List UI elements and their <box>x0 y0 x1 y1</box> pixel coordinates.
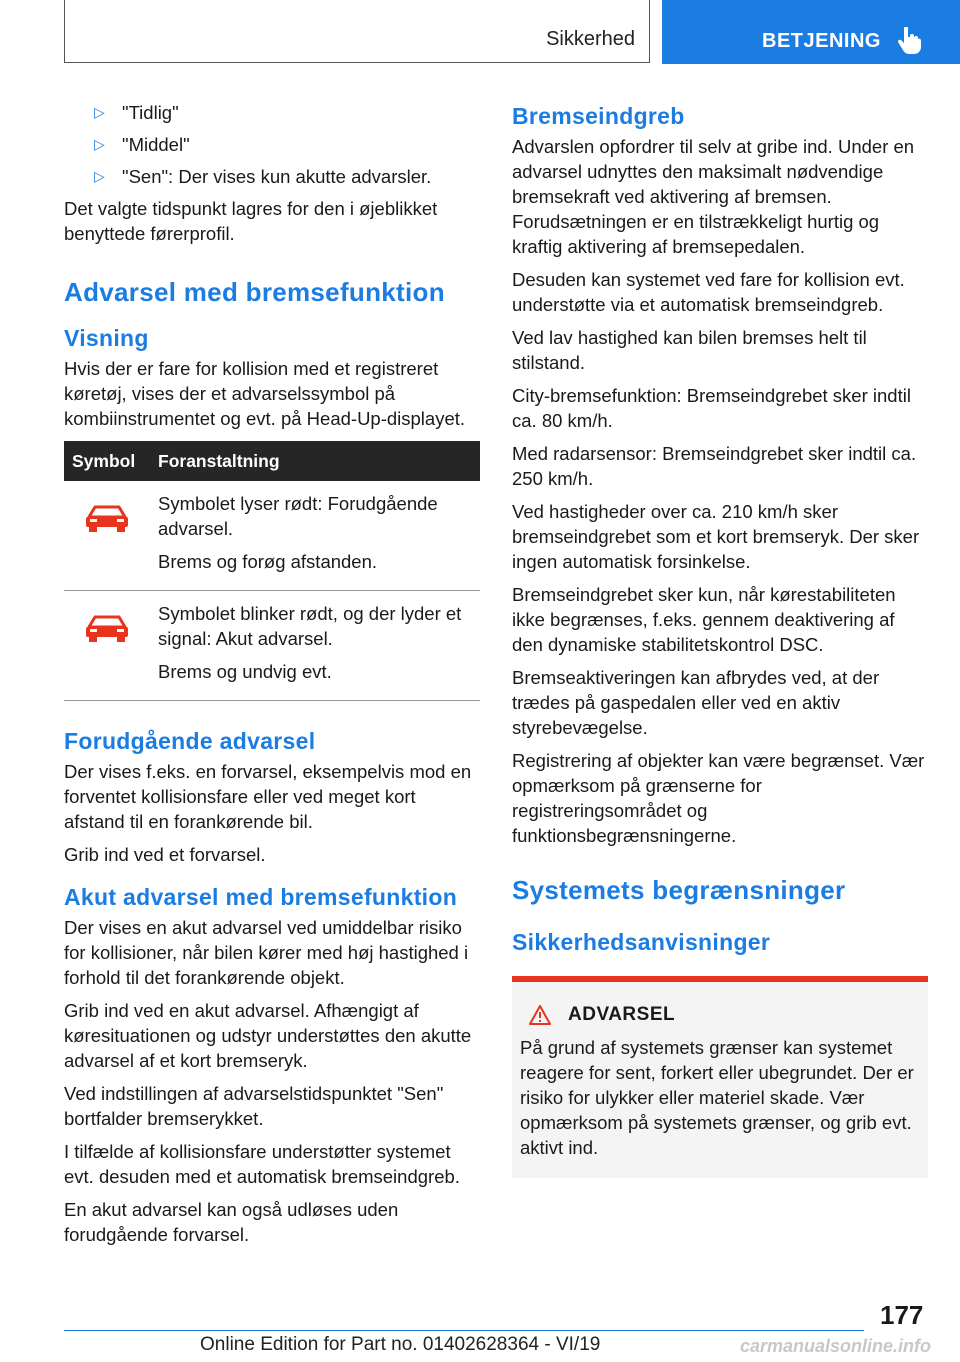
paragraph: Ved lav hastighed kan bilen bremses helt til stilstand. <box>512 327 867 373</box>
table-header-action: Foranstaltning <box>150 441 480 481</box>
section-heading: Advarsel med bremsefunktion <box>64 277 445 307</box>
header-chapter-title: BETJENING <box>762 30 881 52</box>
paragraph: Hvis der er fare for kollision med et registreret køretøj, vises der et advarselssymbol på kombiinstrumentet og evt. på Head-Up-displayet. <box>64 358 466 429</box>
paragraph: Advarslen opfordrer til selv at gribe ind. Under en advarsel udnyttes den maksimalt nødvendige bremsekraft ved aktivering af bremsen. Forudsætningen er en tilstrækkeligt hurtig og kraftig aktivering af bremsepedalen. <box>512 136 915 257</box>
right-column <box>512 100 928 1178</box>
warning-triangle-icon <box>528 1004 552 1026</box>
triangle-bullet-icon: ▷ <box>94 136 105 152</box>
paragraph: Bremseaktiveringen kan afbrydes ved, at der trædes på gaspedalen eller ved en aktiv styrebevægelse. <box>512 667 880 738</box>
footer-edition: Online Edition for Part no. 01402628364 - VI/19 <box>200 1334 601 1355</box>
subsection-heading-akut: Akut advarsel med bremsefunktion <box>64 884 458 910</box>
paragraph: Der vises f.eks. en forvarsel, eksempelvis mod en forventet kollisionsfare eller ved meget kort afstand til en forankørende bil. <box>64 761 472 832</box>
paragraph: Grib ind ved en akut advarsel. Afhængigt af køresituationen og udstyr understøttes den akutte advarsel af et kort bremseryk. <box>64 1000 472 1071</box>
paragraph: Ved indstillingen af advarselstidspunktet "Sen" bortfalder bremserykket. <box>64 1083 444 1129</box>
warning-box <box>512 976 928 1178</box>
left-column <box>64 100 480 1255</box>
triangle-bullet-icon: ▷ <box>94 168 105 184</box>
paragraph: Desuden kan systemet ved fare for kollision evt. understøtte via et automatisk bremseindgreb. <box>512 269 905 315</box>
list-item: ▷ "Sen": Der vises kun akutte advarsler. <box>94 166 432 187</box>
list-item: ▷ "Middel" <box>94 134 190 155</box>
subsection-heading-sikkerhed: Sikkerhedsanvisninger <box>512 929 771 955</box>
table-cell-text: Brems og undvig evt. <box>158 661 332 682</box>
table-cell-text: Symbolet lyser rødt: Forudgående advarsel. <box>158 493 438 539</box>
section-heading: Systemets begrænsninger <box>512 875 846 905</box>
subsection-heading-forudgaaende: Forudgående advarsel <box>64 728 316 754</box>
table-row <box>64 591 480 701</box>
paragraph: Bremseindgrebet sker kun, når kørestabiliteten ikke begrænses, f.eks. gennem deaktivering af den dynamiske stabilitetskontrol DSC. <box>512 584 896 655</box>
watermark: carmanualsonline.info <box>740 1336 932 1356</box>
table-header-symbol: Symbol <box>64 441 150 481</box>
paragraph: Med radarsensor: Bremseindgrebet sker indtil ca. 250 km/h. <box>512 443 917 489</box>
warning-text: På grund af systemets grænser kan systemet reagere for sent, forkert eller ubegrundet. Der er risiko for ulykker eller materiel skade. Vær opmærksom på systemets grænser, og grib evt. aktivt ind. <box>520 1037 914 1158</box>
paragraph: En akut advarsel kan også udløses uden forudgående forvarsel. <box>64 1199 399 1245</box>
table-cell-text: Brems og forøg afstanden. <box>158 551 378 572</box>
symbol-table <box>64 441 480 701</box>
car-warning-icon <box>83 503 131 535</box>
paragraph: Registrering af objekter kan være begrænset. Vær opmærksom på grænserne for registreringsområdet og funktionsbegrænsningerne. <box>512 750 925 846</box>
header-section-title: Sikkerhed <box>546 28 635 50</box>
table-cell-text: Symbolet blinker rødt, og der lyder et signal: Akut advarsel. <box>158 603 462 649</box>
paragraph: Grib ind ved et forvarsel. <box>64 844 266 865</box>
page-number: 177 <box>880 1300 924 1330</box>
table-row <box>64 481 480 591</box>
subsection-heading-bremseindgreb: Bremseindgreb <box>512 103 685 129</box>
warning-title: ADVARSEL <box>568 1004 676 1025</box>
car-warning-icon <box>83 613 131 645</box>
header-section-box <box>64 0 650 63</box>
paragraph: Ved hastigheder over ca. 210 km/h sker bremseindgrebet som et kort bremseryk. Der sker ingen automatisk forsinkelse. <box>512 501 920 572</box>
paragraph: Det valgte tidspunkt lagres for den i øjeblikket benyttede førerprofil. <box>64 198 438 244</box>
hand-pointer-icon <box>896 25 922 55</box>
list-item: ▷ "Tidlig" <box>94 102 179 123</box>
subsection-heading-visning: Visning <box>64 325 149 351</box>
footer-divider <box>64 1330 864 1331</box>
paragraph: Der vises en akut advarsel ved umiddelbar risiko for kollisioner, når bilen kører med høj hastighed i forhold til det forankørende objekt. <box>64 917 469 988</box>
triangle-bullet-icon: ▷ <box>94 104 105 120</box>
paragraph: City-bremsefunktion: Bremseindgrebet sker indtil ca. 80 km/h. <box>512 385 911 431</box>
header-chapter-tab[interactable] <box>662 0 960 64</box>
paragraph: I tilfælde af kollisionsfare understøtter systemet evt. desuden med et automatisk bremseindgreb. <box>64 1141 460 1187</box>
